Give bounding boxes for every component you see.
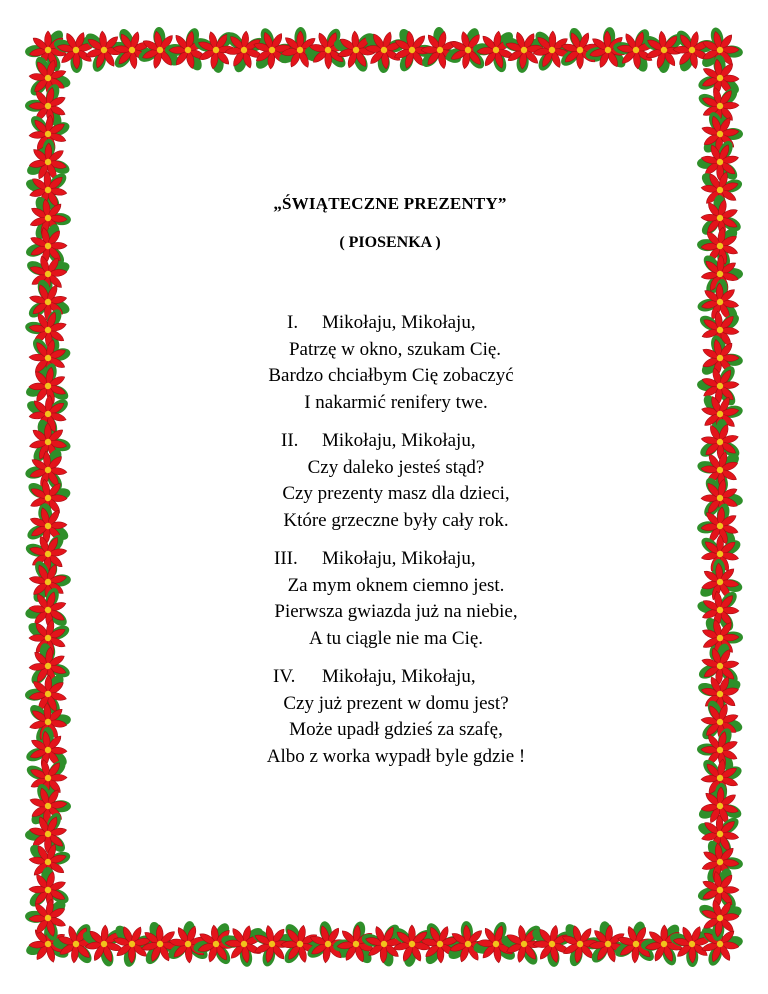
verse-line: I nakarmić renifery twe. [304, 391, 488, 413]
verse-1 [0, 310, 768, 416]
song-subtitle: ( PIOSENKA ) [339, 234, 441, 251]
verse-line: A tu ciągle nie ma Cię. [308, 627, 484, 649]
verse-number: III. [274, 548, 298, 569]
verse-4 [0, 664, 768, 770]
verse-line: Mikołaju, Mikołaju, [322, 666, 476, 687]
verse-line: Czy daleko jesteś stąd? [307, 456, 485, 478]
verse-line: Które grzeczne były cały rok. [283, 509, 509, 531]
verse-line: Patrzę w okno, szukam Cię. [288, 338, 502, 360]
verse-2 [0, 428, 768, 534]
verse-line: Może upadł gdzieś za szafę, [289, 719, 503, 740]
verse-line: Czy już prezent w domu jest? [283, 692, 509, 714]
verse-line: Mikołaju, Mikołaju, [322, 312, 476, 333]
verse-line: Bardzo chciałbym Cię zobaczyć [268, 365, 514, 386]
verse-line: Albo z worka wypadł byle gdzie ! [266, 745, 526, 767]
verse-line: Czy prezenty masz dla dzieci, [282, 483, 510, 504]
verse-number: IV. [273, 666, 296, 687]
verse-line: Mikołaju, Mikołaju, [322, 548, 476, 569]
song-title: „ŚWIĄTECZNE PREZENTY” [273, 194, 507, 213]
verse-line: Mikołaju, Mikołaju, [322, 430, 476, 451]
verse-3 [0, 546, 768, 652]
verse-number: I. [287, 312, 299, 333]
verse-line: Pierwsza gwiazda już na niebie, [274, 601, 518, 622]
verse-line: Za mym oknem ciemno jest. [287, 574, 505, 596]
verse-number: II. [281, 430, 299, 451]
